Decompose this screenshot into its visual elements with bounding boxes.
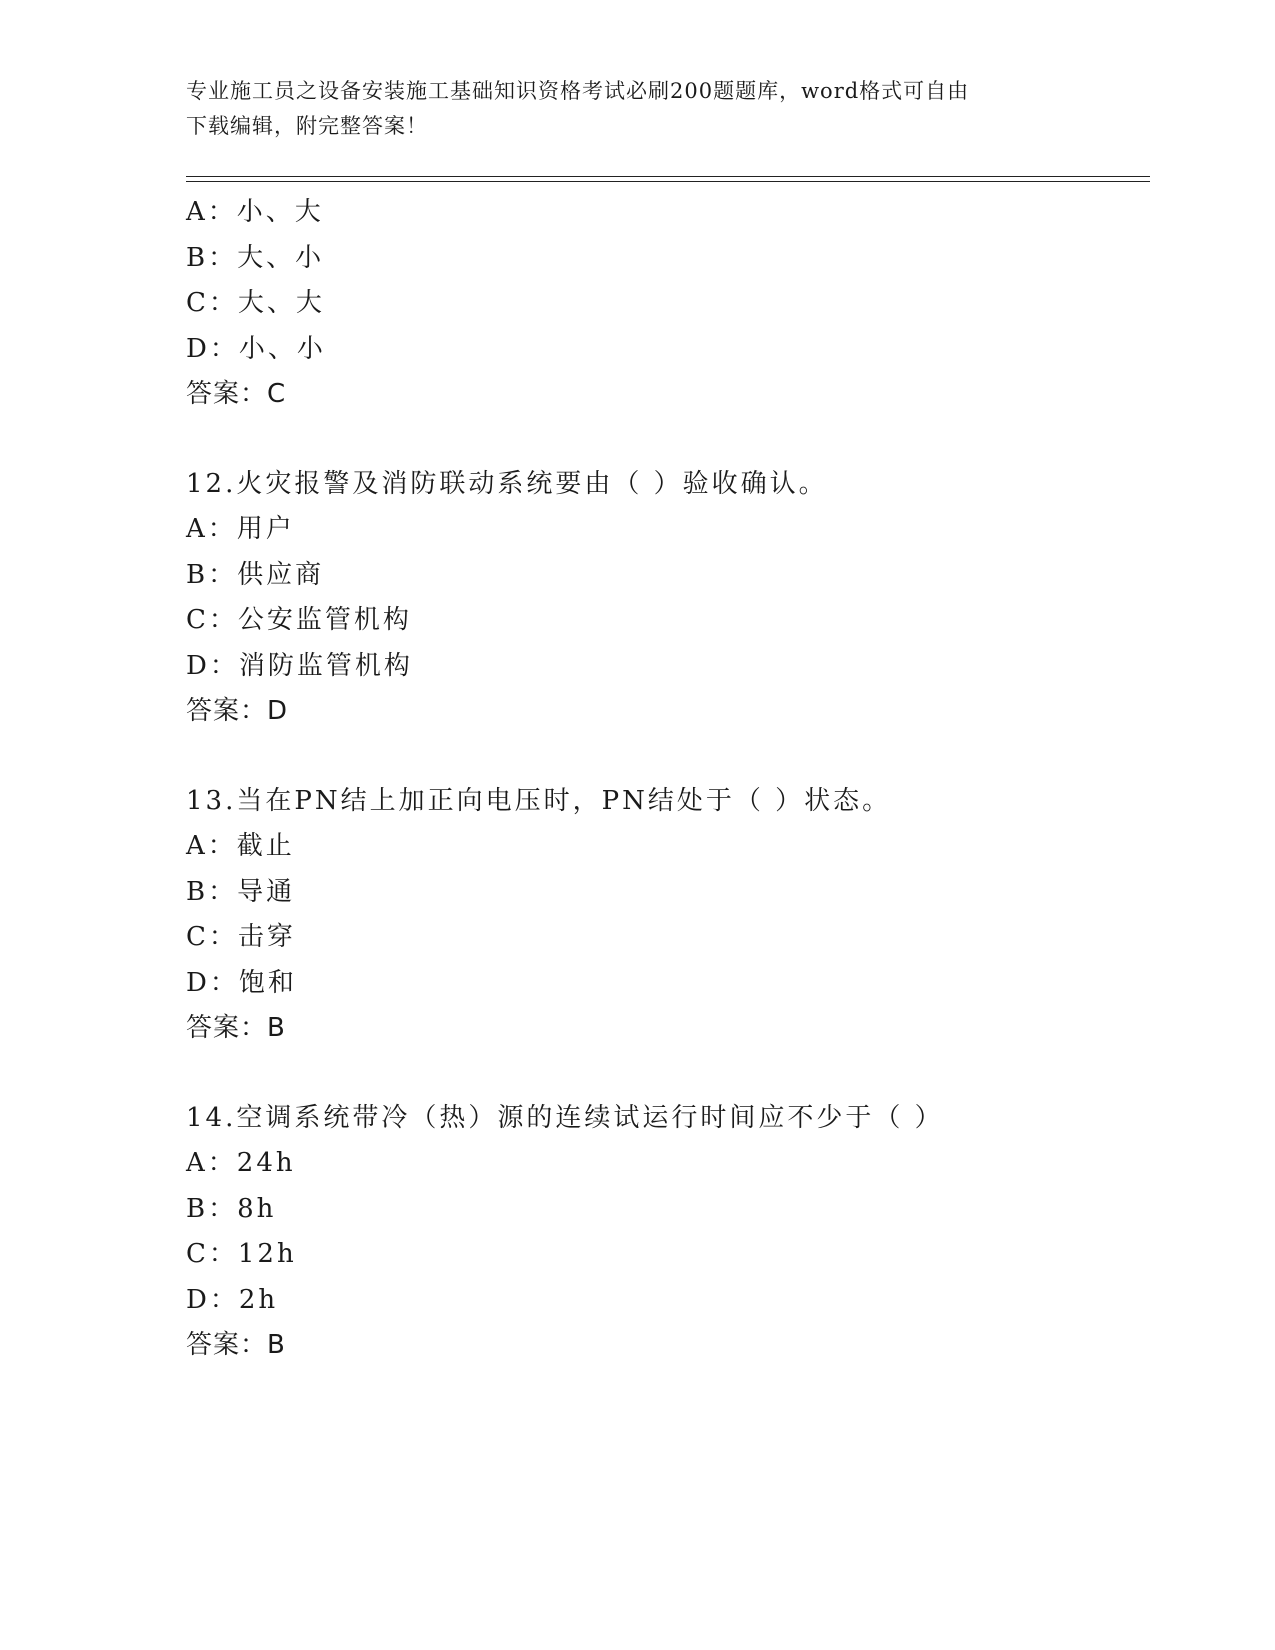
- option-b: B：大、小: [186, 242, 325, 273]
- option-a: A：小、大: [186, 197, 324, 227]
- block-spacer: [186, 1052, 1136, 1096]
- option-d: D：消防监管机构: [186, 650, 413, 681]
- question-text: 14.空调系统带冷（热）源的连续试运行时间应不少于（ ）: [186, 1102, 944, 1133]
- option-a: A：用户: [186, 514, 295, 544]
- question-block-13: [186, 779, 1136, 1052]
- option-c: C：大、大: [186, 288, 325, 318]
- question-block-14: [186, 1096, 1136, 1369]
- header-title-line-1: 专业施工员之设备安装施工基础知识资格考试必刷200题题库，word格式可自由: [186, 79, 970, 103]
- header-divider-bottom: [186, 181, 1150, 182]
- question-block-12: [186, 462, 1136, 735]
- question-block-11: [186, 190, 1136, 418]
- document-header: [186, 74, 1066, 144]
- option-d: D：饱和: [186, 967, 297, 998]
- option-c: C：12h: [186, 1239, 297, 1269]
- option-a: A：24h: [186, 1148, 296, 1178]
- option-a: A：截止: [186, 831, 295, 861]
- question-text: 12.火灾报警及消防联动系统要由（ ）验收确认。: [186, 468, 828, 499]
- option-b: B：导通: [186, 876, 296, 907]
- question-text: 13.当在PN结上加正向电压时，PN结处于（ ）状态。: [186, 785, 892, 816]
- answer-line: 答案：D: [186, 696, 289, 726]
- question-list: [186, 190, 1136, 1369]
- option-b: B：供应商: [186, 559, 325, 590]
- block-spacer: [186, 418, 1136, 462]
- option-c: C：击穿: [186, 922, 296, 952]
- answer-line: 答案：B: [186, 1330, 286, 1360]
- option-d: D：小、小: [186, 333, 326, 364]
- header-divider-top: [186, 176, 1150, 177]
- block-spacer: [186, 735, 1136, 779]
- option-d: D：2h: [186, 1284, 279, 1315]
- option-c: C：公安监管机构: [186, 605, 412, 635]
- answer-line: 答案：B: [186, 1013, 286, 1043]
- header-title-line-2: 下载编辑，附完整答案！: [186, 114, 428, 138]
- option-b: B：8h: [186, 1193, 277, 1224]
- answer-line: 答案：C: [186, 379, 287, 409]
